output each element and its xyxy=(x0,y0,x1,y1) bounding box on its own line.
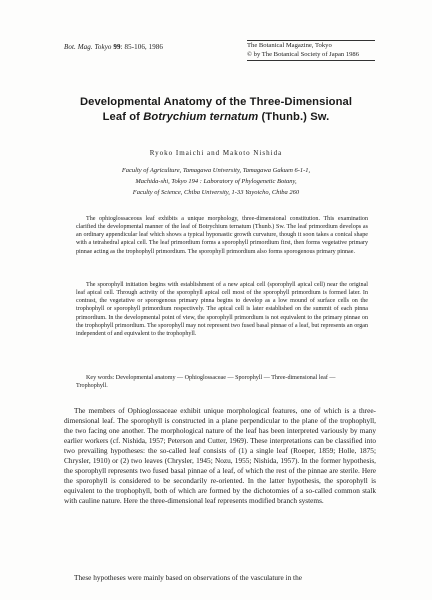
copyright-journal-line: The Botanical Magazine, Tokyo xyxy=(247,42,332,49)
body-text-2: These hypotheses were mainly based on observations of the vasculature in the xyxy=(74,573,302,582)
abstract-text-2: The sporophyll initiation begins with establishment of a new apical cell (sporophyll apical cell) near the original leaf apical cell. Through activity of the sporophyll apical cell most of the sporophyll primordium is formed later. In contrast, the vegetative or sporogenous primary pinna begins to develop as a low mound of surface cells on the trophophyll or sporophyll primordium respectively. The apical cell is later established on the summit of each pinna primordium. In the developmental point of view, the sporophyll primordium is not equivalent to the primary pinnae on the trophophyll primordium. The sporophyll may not represent two fused basal pinnae of a leaf, but represents an organ independent of and equivalent to the trophophyll. xyxy=(76,282,368,337)
abstract-paragraph-1 xyxy=(76,215,368,256)
paper-title-line-2 xyxy=(0,111,432,123)
journal-pages: : 85-106, 1986 xyxy=(120,43,164,51)
body-text-1: The members of Ophioglossaceae exhibit unique morphological features, one of which is a three-dimensional leaf. The sporophyll is constructed in a plane perpendicular to the plane of the trophophyll, the two facing one another. The morphological nature of the leaf has been interpreted variously by many earlier workers (cf. Nishida, 1957; Peterson and Cutter, 1969). These interpretations can be classified into two prevailing hypotheses: the so-called leaf consists of (1) a single leaf (Roeper, 1859; Holle, 1875; Chrysler, 1910) or (2) two leaves (Chrysler, 1945; Nozu, 1955; Nishida, 1957). In the former hypothesis, the sporophyll represents two fused basal pinnae of a leaf, of which the rest of the pinnae are sterile. Here the sporophyll is considered to be secondarily re-oriented. In the latter hypothesis, the sporophyll is equivalent to the trophophyll, both of which are formed by the dichotomies of a so-called common stalk with cauline nature. Here the three-dimensional leaf represents modified branch systems. xyxy=(64,406,376,506)
affiliation-line-2: Machida-shi, Tokyo 194 : Laboratory of Phylogenetic Botany, xyxy=(135,178,297,185)
copyright-box xyxy=(247,40,375,61)
affiliation-line-3: Faculty of Science, Chiba University, 1-33 Yayoicho, Chiba 260 xyxy=(132,189,300,196)
paper-authors: Ryoko Imaichi and Makoto Nishida xyxy=(149,149,283,157)
body-paragraph-2 xyxy=(64,573,376,583)
title-species-name: Botrychium ternatum xyxy=(143,111,259,123)
journal-abbrev: Bot. Mag. Tokyo xyxy=(64,43,112,51)
paper-title-line-1: Developmental Anatomy of the Three-Dimensional xyxy=(79,96,353,108)
journal-volume: 99 xyxy=(113,43,121,51)
abstract-text-1: The ophioglossaceous leaf exhibits a unique morphology, three-dimensional constitution. This examination clarified the developmental manner of the leaf of Botrychium ternatum (Thunb.) Sw. The leaf primordium develops as an ordinary appendicular leaf which shows a typical hyponastic growth curvature, though it soon takes a conical shape with a tetrahedral apical cell. The leaf primordium forms a sporophyll primordium first, then forms vegetative primary pinnae acting as the trophophyll primordium. The sporophyll primordium also forms sporogenous primary pinnae. xyxy=(76,216,368,255)
abstract-paragraph-2 xyxy=(76,281,368,338)
title-prefix: Leaf of xyxy=(102,111,144,123)
copyright-society-line: © by The Botanical Society of Japan 1986 xyxy=(247,50,360,58)
journal-citation xyxy=(64,43,163,51)
key-words: Key words: Developmental anatomy — Ophioglossaceae — Sporophyll — Three-dimensional leaf — Trophophyll. xyxy=(76,375,336,390)
body-paragraph-1 xyxy=(64,406,376,506)
affiliation-line-1: Faculty of Agriculture, Tamagawa University, Tamagawa Gakuen 6-1-1, xyxy=(121,167,311,174)
title-authority: (Thunb.) Sw. xyxy=(258,111,330,123)
